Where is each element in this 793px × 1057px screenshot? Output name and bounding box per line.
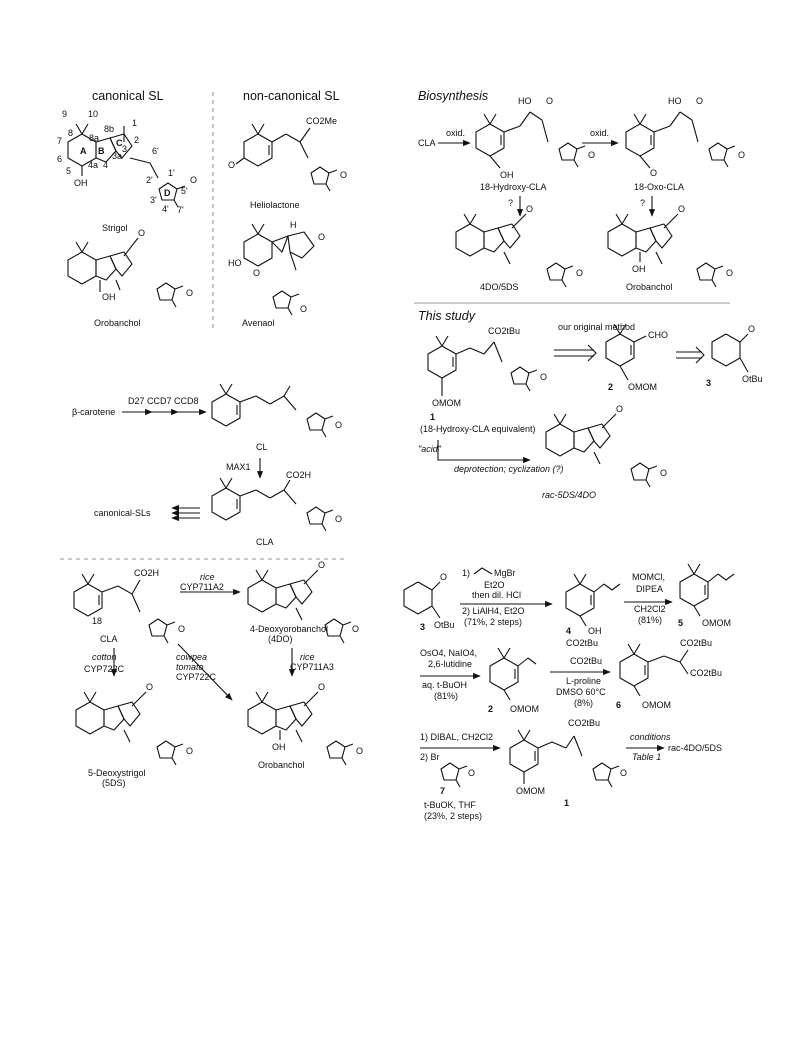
compound-1-omom: OMOM (432, 398, 461, 408)
avenaol-lactone-o: O (318, 232, 326, 242)
rice-label-1: rice (200, 572, 215, 582)
compound-6-ester2: CO2tBu (690, 668, 723, 678)
cla-e-label: CLA (100, 634, 118, 644)
hydroxy-cla-structure (476, 112, 585, 168)
compound-6-id: 6 (616, 700, 622, 710)
oxo-cla-o: O (696, 96, 704, 106)
step1-hcl: then dil. HCl (472, 590, 522, 600)
product-right-carbonyl-o: O (726, 268, 734, 278)
step4-dmso: DMSO 60°C (556, 687, 606, 697)
cla-c-co2h: CO2H (286, 470, 312, 480)
step1-mgbr: MgBr (494, 568, 516, 578)
beta-carotene-label: β-carotene (72, 407, 116, 417)
compound-1-f-co2tbu: CO2tBu (568, 718, 601, 728)
deprotection-label: deprotection; cyclization (?) (454, 464, 564, 474)
compound-3-f-otbu: OtBu (434, 620, 455, 630)
heliolactone-label: Heliolactone (250, 200, 300, 210)
oxid-label-2: oxid. (590, 128, 610, 138)
method-label: our original method (558, 322, 636, 332)
compound-3-id: 3 (706, 378, 712, 388)
compound-6-ester1: CO2tBu (680, 638, 713, 648)
panel-cyp-enzymes (74, 560, 363, 788)
acid-label: "acid" (418, 444, 441, 454)
rac-product-o: O (616, 404, 624, 414)
compound-2-omom: OMOM (628, 382, 657, 392)
acid-arrow (438, 440, 530, 460)
oxo-cla-aldehyde-o: O (650, 168, 658, 178)
rac-product-structure (546, 414, 657, 487)
question-left: ? (508, 198, 514, 208)
cla-c-carbonyl-o: O (335, 514, 343, 524)
final-product-label: rac-4DO/5DS (668, 743, 723, 753)
deoxystrigol-label: 5-Deoxystrigol (88, 768, 146, 778)
cyp711a3-label: CYP711A3 (290, 662, 334, 672)
orobanchol-a-oh: OH (102, 292, 116, 302)
compound-1-f-carbonyl-o: O (620, 768, 628, 778)
compound-1-note: (18-Hydroxy-CLA equivalent) (420, 424, 536, 434)
cl-structure (212, 384, 333, 437)
avenaol-ho: HO (228, 258, 242, 268)
ring-c-label: C (116, 138, 123, 148)
panel-cl-pathway (60, 384, 348, 559)
heliolactone-co2me: CO2Me (306, 116, 338, 126)
strigol-carbonyl-o: O (190, 175, 198, 185)
compound-1-structure (428, 336, 537, 396)
compound-1-f-structure (510, 730, 619, 787)
atom-2p: 2' (146, 175, 153, 185)
atom-10: 10 (88, 109, 99, 119)
orobanchol-a-label: Orobanchol (94, 318, 141, 328)
oxo-cla-label: 18-Oxo-CLA (634, 182, 685, 192)
cowpea-label: cowpea (176, 652, 208, 662)
step3-solvent: aq. t-BuOH (422, 680, 468, 690)
step5-base: t-BuOK, THF (424, 800, 476, 810)
compound-2-cho: CHO (648, 330, 668, 340)
biosynthesis-title: Biosynthesis (418, 89, 489, 103)
rac-product-carbonyl-o: O (660, 468, 668, 478)
rac-product-label: rac-5DS/4DO (542, 490, 597, 500)
atom-3a: 3a (112, 151, 123, 161)
atom-6: 6 (57, 154, 63, 164)
hydroxy-cla-oh: OH (500, 170, 514, 180)
atom-6p: 6' (152, 146, 159, 156)
product-left-o: O (526, 204, 534, 214)
cla-c-label: CLA (256, 537, 274, 547)
compound-3-f-o: O (440, 572, 448, 582)
compound-2-structure (606, 324, 646, 380)
orobanchol-structure-e (248, 692, 353, 765)
step2-dipea: DIPEA (636, 584, 664, 594)
compound-1-co2tbu: CO2tBu (488, 326, 521, 336)
step2-ch2cl2: CH2Cl2 (634, 604, 666, 614)
deoxystrigol-o: O (146, 682, 154, 692)
heading-noncanonical: non-canonical SL (243, 89, 340, 103)
compound-3-otbu: OtBu (742, 374, 763, 384)
compound-1-carbonyl-o: O (540, 372, 548, 382)
compound-4-oh: OH (588, 626, 602, 636)
step4-yield: (8%) (574, 698, 594, 708)
canonical-sls-label: canonical-SLs (94, 508, 151, 518)
product-right-label: Orobanchol (626, 282, 673, 292)
step5-dibal: 1) DIBAL, CH2Cl2 (420, 732, 494, 742)
orobanchol-e-carbonyl-o: O (356, 746, 364, 756)
compound-4-id: 4 (566, 626, 572, 636)
atom-7p: 7' (177, 205, 184, 215)
step3-lutidine: 2,6-lutidine (428, 659, 473, 669)
product-left-carbonyl-o: O (576, 268, 584, 278)
avenaol-label: Avenaol (242, 318, 275, 328)
panel-biosynthesis (414, 89, 745, 303)
retro-arrow-2-head (696, 347, 704, 363)
step2-momcl: MOMCl, (632, 572, 665, 582)
heading-canonical: canonical SL (92, 89, 164, 103)
heliolactone-structure (236, 124, 337, 191)
orobanchol-e-oh: OH (272, 742, 286, 752)
step4-ester1: CO2tBu (566, 638, 599, 648)
compound-7-id: 7 (440, 786, 446, 796)
deoxystrigol-structure (76, 692, 183, 765)
orobanchol-e-label: Orobanchol (258, 760, 305, 770)
cl-carbonyl-o: O (335, 420, 343, 430)
compound-2-f-id: 2 (488, 704, 494, 714)
atom-8: 8 (68, 128, 74, 138)
cyp711a2-label: CYP711A2 (180, 582, 224, 592)
oxo-cla-structure (626, 112, 735, 168)
deoxystrigol-carbonyl-o: O (186, 746, 194, 756)
bromobutenolide-structure (441, 763, 467, 787)
step3-yield: (81%) (434, 691, 459, 701)
orobanchol-structure-a (68, 238, 183, 307)
atom-8b: 8b (104, 124, 115, 134)
orobanchol-e-o: O (318, 682, 326, 692)
oxo-cla-carbonyl-o: O (738, 150, 746, 160)
step4-ester2: CO2tBu (570, 656, 603, 666)
compound-3-f-structure (404, 582, 440, 618)
step6-conditions: conditions (630, 732, 671, 742)
panel-this-study (418, 309, 763, 500)
compound-6-omom: OMOM (642, 700, 671, 710)
compound-3-o: O (748, 324, 756, 334)
product-orobanchol-structure (608, 214, 723, 287)
question-right: ? (640, 198, 646, 208)
this-study-title: This study (418, 309, 475, 323)
panel-synthesis (404, 564, 734, 821)
deoxyorobanchol-carbonyl-o: O (352, 624, 360, 634)
compound-2-f-structure (490, 648, 536, 700)
compound-7-o: O (468, 768, 476, 778)
avenaol-h: H (290, 220, 297, 230)
compound-2-f-omom: OMOM (510, 704, 539, 714)
atom-1p: 1' (168, 168, 175, 178)
rice-label-2: rice (300, 652, 315, 662)
cla-structure-e (74, 574, 175, 643)
deoxystrigol-abbr: (5DS) (102, 778, 126, 788)
product-right-oh: OH (632, 264, 646, 274)
step5-yield: (23%, 2 steps) (424, 811, 483, 821)
cl-label: CL (256, 442, 268, 452)
product-left-label: 4DO/5DS (480, 282, 519, 292)
compound-5-id: 5 (678, 618, 684, 628)
strigol-oh: OH (74, 178, 88, 188)
deoxyorobanchol-abbr: (4DO) (268, 634, 293, 644)
product-right-o: O (678, 204, 686, 214)
deoxyorobanchol-o: O (318, 560, 326, 570)
step4-proline: L-proline (566, 676, 602, 686)
atom-3: 3 (122, 144, 128, 154)
heliolactone-carbonyl-o: O (340, 170, 348, 180)
c18-label: 18 (92, 616, 103, 626)
compound-3-f-id: 3 (420, 622, 426, 632)
compound-5-structure (680, 564, 734, 616)
atom-4p: 4' (162, 204, 169, 214)
cla-e-co2h: CO2H (134, 568, 160, 578)
heliolactone-ketone-o: O (228, 160, 236, 170)
atom-8a: 8a (89, 133, 100, 143)
hydroxy-cla-label: 18-Hydroxy-CLA (480, 182, 547, 192)
cla-structure-c (212, 478, 333, 531)
atom-7: 7 (57, 136, 63, 146)
hydroxy-cla-carbonyl-o: O (588, 150, 596, 160)
ring-b-label: B (98, 146, 105, 156)
avenaol-carbonyl-o: O (300, 304, 308, 314)
atom-2: 2 (134, 135, 140, 145)
compound-4-structure (566, 574, 620, 626)
step3-oso4: OsO4, NaIO4, (420, 648, 478, 658)
hydroxy-cla-ho: HO (518, 96, 532, 106)
compound-1-f-id: 1 (564, 798, 570, 808)
atom-9: 9 (62, 109, 68, 119)
product-4do5ds-structure (456, 214, 573, 287)
panel-structures (57, 89, 347, 332)
step1-lialh4: 2) LiAlH4, Et2O (462, 606, 525, 616)
atom-5p: 5' (181, 186, 188, 196)
step1-et2o: Et2O (484, 580, 505, 590)
orobanchol-a-carbonyl-o: O (186, 288, 194, 298)
avenaol-ketone-o: O (253, 268, 261, 278)
compound-1-f-omom: OMOM (516, 786, 545, 796)
enzymes-label: D27 CCD7 CCD8 (128, 396, 199, 406)
cla-start-label: CLA (418, 138, 436, 148)
deoxyorobanchol-label: 4-Deoxyorobanchol (250, 624, 329, 634)
max1-label: MAX1 (226, 462, 251, 472)
compound-5-omom: OMOM (702, 618, 731, 628)
compound-2-id: 2 (608, 382, 614, 392)
compound-1-id: 1 (430, 412, 436, 422)
step1-yield: (71%, 2 steps) (464, 617, 523, 627)
orobanchol-a-o: O (138, 228, 146, 238)
strigol-label: Strigol (102, 223, 128, 233)
cotton-label: cotton (92, 652, 117, 662)
hydroxy-cla-o: O (546, 96, 554, 106)
oxo-cla-ho: HO (668, 96, 682, 106)
retro-arrow-1-head (588, 345, 596, 361)
compound-3-structure (712, 334, 748, 372)
ring-a-label: A (80, 146, 87, 156)
allyl-fragment (474, 568, 492, 574)
step6-table: Table 1 (632, 752, 662, 762)
cyp722c-label-1: CYP722C (84, 664, 125, 674)
oxid-label-1: oxid. (446, 128, 466, 138)
ring-d-label: D (164, 188, 171, 198)
atom-3p: 3' (150, 195, 157, 205)
atom-1: 1 (132, 118, 138, 128)
step1-num: 1) (462, 568, 471, 578)
cla-e-carbonyl-o: O (178, 624, 186, 634)
atom-4a: 4a (88, 160, 99, 170)
step5-br: 2) Br (420, 752, 440, 762)
compound-6-structure (620, 644, 688, 696)
atom-4: 4 (103, 160, 109, 170)
step2-yield: (81%) (638, 615, 663, 625)
tomato-label: tomato (176, 662, 204, 672)
cyp722c-label-2: CYP722C (176, 672, 217, 682)
atom-5: 5 (66, 166, 72, 176)
